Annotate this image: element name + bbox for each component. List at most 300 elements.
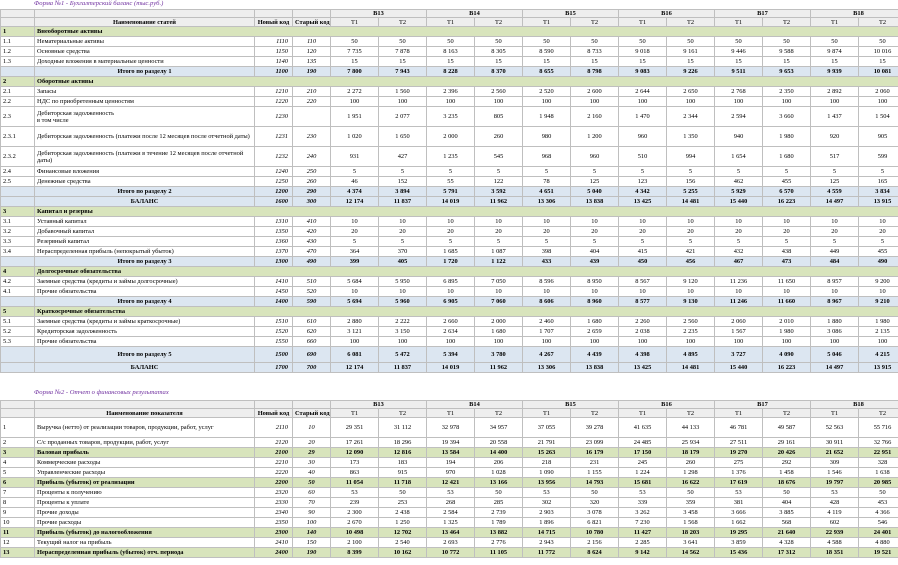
value-cell[interactable]: 49 587 — [763, 418, 811, 438]
row-number[interactable]: 2 — [1, 77, 35, 87]
row-old-code[interactable]: 240 — [293, 147, 331, 167]
value-cell[interactable]: 3 641 — [667, 538, 715, 548]
value-cell[interactable]: 100 — [667, 337, 715, 347]
value-cell[interactable]: 231 — [571, 458, 619, 468]
value-cell[interactable]: 18 351 — [811, 548, 859, 558]
value-cell[interactable]: 2 903 — [523, 508, 571, 518]
value-cell[interactable]: 50 — [619, 37, 667, 47]
value-cell[interactable]: 1 325 — [427, 518, 475, 528]
value-cell[interactable]: 8 305 — [475, 47, 523, 57]
header-new-code[interactable]: Новый код — [255, 409, 293, 418]
value-cell[interactable]: 5 040 — [571, 187, 619, 197]
value-cell[interactable]: 13 838 — [571, 197, 619, 207]
value-cell[interactable]: 1 789 — [475, 518, 523, 528]
row-new-code[interactable]: 1360 — [255, 237, 293, 247]
value-cell[interactable]: 4 119 — [811, 508, 859, 518]
value-cell[interactable]: 1 650 — [379, 127, 427, 147]
row-name[interactable]: Выручка (нетто) от реализации товаров, продукции, работ, услуг — [35, 418, 255, 438]
value-cell[interactable]: 6 905 — [427, 297, 475, 307]
value-cell[interactable]: 14 400 — [475, 448, 523, 458]
value-cell[interactable]: 3 235 — [427, 107, 475, 127]
row-new-code[interactable]: 1250 — [255, 177, 293, 187]
value-cell[interactable]: 1 298 — [667, 468, 715, 478]
row-old-code[interactable]: 140 — [293, 528, 331, 538]
value-cell[interactable]: 100 — [523, 97, 571, 107]
row-new-code[interactable]: 1140 — [255, 57, 293, 67]
value-cell[interactable]: 8 596 — [523, 277, 571, 287]
header-t1[interactable]: Т1 — [427, 18, 475, 27]
row-old-code[interactable]: 260 — [293, 177, 331, 187]
header-blank-old[interactable] — [293, 401, 331, 409]
row-new-code[interactable]: 1600 — [255, 197, 293, 207]
value-cell[interactable]: 50 — [475, 488, 523, 498]
value-cell[interactable]: 1 155 — [571, 468, 619, 478]
value-cell[interactable]: 268 — [427, 498, 475, 508]
value-cell[interactable]: 456 — [667, 257, 715, 267]
header-period[interactable]: В15 — [523, 10, 619, 18]
header-t1[interactable]: Т1 — [523, 18, 571, 27]
value-cell[interactable]: 1 437 — [811, 107, 859, 127]
value-cell[interactable]: 14 019 — [427, 363, 475, 373]
row-number[interactable] — [1, 363, 35, 373]
value-cell[interactable]: 433 — [523, 257, 571, 267]
value-cell[interactable]: 18 179 — [667, 448, 715, 458]
value-cell[interactable]: 10 — [619, 287, 667, 297]
row-number[interactable]: 1.1 — [1, 37, 35, 47]
value-cell[interactable]: 15 — [379, 57, 427, 67]
value-cell[interactable]: 50 — [811, 37, 859, 47]
value-cell[interactable]: 1 680 — [571, 317, 619, 327]
row-name[interactable]: Итого по разделу 4 — [35, 297, 255, 307]
header-t2[interactable]: Т2 — [475, 409, 523, 418]
value-cell[interactable]: 399 — [331, 257, 379, 267]
value-cell[interactable]: 50 — [667, 37, 715, 47]
value-cell[interactable]: 17 150 — [619, 448, 667, 458]
value-cell[interactable]: 2 235 — [667, 327, 715, 337]
value-cell[interactable]: 2 594 — [715, 107, 763, 127]
value-cell[interactable]: 960 — [619, 127, 667, 147]
value-cell[interactable]: 1 980 — [859, 317, 898, 327]
row-name[interactable]: Прибыль (убыток) от реализации — [35, 478, 255, 488]
value-cell[interactable]: 5 — [331, 167, 379, 177]
value-cell[interactable]: 2 560 — [667, 317, 715, 327]
value-cell[interactable]: 21 640 — [763, 528, 811, 538]
value-cell[interactable]: 183 — [379, 458, 427, 468]
value-cell[interactable]: 14 481 — [667, 197, 715, 207]
value-cell[interactable]: 10 — [379, 217, 427, 227]
row-number[interactable]: 10 — [1, 518, 35, 528]
value-cell[interactable]: 2 077 — [379, 107, 427, 127]
row-old-code[interactable]: 190 — [293, 67, 331, 77]
value-cell[interactable]: 10 498 — [331, 528, 379, 538]
value-cell[interactable]: 253 — [379, 498, 427, 508]
value-cell[interactable]: 12 090 — [331, 448, 379, 458]
value-cell[interactable]: 5 — [475, 167, 523, 177]
value-cell[interactable]: 100 — [859, 337, 898, 347]
value-cell[interactable]: 239 — [331, 498, 379, 508]
row-name[interactable]: Основные средства — [35, 47, 255, 57]
value-cell[interactable]: 4 342 — [619, 187, 667, 197]
value-cell[interactable]: 125 — [811, 177, 859, 187]
value-cell[interactable]: 46 — [331, 177, 379, 187]
value-cell[interactable]: 100 — [475, 337, 523, 347]
section-title[interactable]: Оборотные активы — [35, 77, 898, 87]
value-cell[interactable]: 100 — [379, 337, 427, 347]
value-cell[interactable]: 980 — [523, 127, 571, 147]
value-cell[interactable]: 5 — [619, 237, 667, 247]
header-blank-num[interactable] — [1, 10, 35, 18]
value-cell[interactable]: 21 791 — [523, 438, 571, 448]
value-cell[interactable]: 100 — [571, 337, 619, 347]
row-new-code[interactable]: 2340 — [255, 508, 293, 518]
value-cell[interactable]: 1 568 — [667, 518, 715, 528]
row-name[interactable]: Кредиторская задолженность — [35, 327, 255, 337]
row-old-code[interactable]: 490 — [293, 257, 331, 267]
value-cell[interactable]: 415 — [619, 247, 667, 257]
row-number[interactable]: 7 — [1, 488, 35, 498]
row-new-code[interactable]: 1520 — [255, 327, 293, 337]
value-cell[interactable]: 100 — [427, 97, 475, 107]
row-number[interactable]: 2.5 — [1, 177, 35, 187]
value-cell[interactable]: 4 374 — [331, 187, 379, 197]
row-old-code[interactable]: 700 — [293, 363, 331, 373]
value-cell[interactable]: 10 — [811, 217, 859, 227]
value-cell[interactable]: 1 951 — [331, 107, 379, 127]
value-cell[interactable]: 2 038 — [619, 327, 667, 337]
value-cell[interactable]: 2 600 — [571, 87, 619, 97]
row-old-code[interactable]: 210 — [293, 87, 331, 97]
value-cell[interactable]: 53 — [523, 488, 571, 498]
value-cell[interactable]: 5 046 — [811, 347, 859, 363]
value-cell[interactable]: 490 — [859, 257, 898, 267]
row-number[interactable]: 5 — [1, 468, 35, 478]
row-old-code[interactable]: 100 — [293, 518, 331, 528]
value-cell[interactable]: 17 619 — [715, 478, 763, 488]
value-cell[interactable]: 381 — [715, 498, 763, 508]
value-cell[interactable]: 20 — [331, 227, 379, 237]
value-cell[interactable]: 2 540 — [379, 538, 427, 548]
value-cell[interactable]: 53 — [427, 488, 475, 498]
value-cell[interactable]: 1 680 — [763, 147, 811, 167]
value-cell[interactable]: 100 — [859, 97, 898, 107]
value-cell[interactable]: 15 — [331, 57, 379, 67]
header-period[interactable]: В17 — [715, 10, 811, 18]
value-cell[interactable]: 455 — [763, 177, 811, 187]
value-cell[interactable]: 19 295 — [715, 528, 763, 538]
value-cell[interactable]: 10 081 — [859, 67, 898, 77]
value-cell[interactable]: 5 — [427, 237, 475, 247]
value-cell[interactable]: 455 — [859, 247, 898, 257]
row-number[interactable]: 4.1 — [1, 287, 35, 297]
value-cell[interactable]: 10 — [427, 217, 475, 227]
row-new-code[interactable]: 1232 — [255, 147, 293, 167]
row-old-code[interactable]: 50 — [293, 478, 331, 488]
row-old-code[interactable]: 10 — [293, 418, 331, 438]
value-cell[interactable]: 44 133 — [667, 418, 715, 438]
header-t2[interactable]: Т2 — [379, 409, 427, 418]
row-name[interactable]: Запасы — [35, 87, 255, 97]
row-old-code[interactable]: 135 — [293, 57, 331, 67]
value-cell[interactable]: 14 019 — [427, 197, 475, 207]
value-cell[interactable]: 245 — [619, 458, 667, 468]
value-cell[interactable]: 55 — [427, 177, 475, 187]
value-cell[interactable]: 3 834 — [859, 187, 898, 197]
row-old-code[interactable]: 230 — [293, 127, 331, 147]
value-cell[interactable]: 10 016 — [859, 47, 898, 57]
value-cell[interactable]: 50 — [763, 37, 811, 47]
row-new-code[interactable]: 2210 — [255, 458, 293, 468]
value-cell[interactable]: 50 — [427, 37, 475, 47]
value-cell[interactable]: 1 685 — [427, 247, 475, 257]
value-cell[interactable]: 9 120 — [667, 277, 715, 287]
value-cell[interactable]: 1 350 — [667, 127, 715, 147]
value-cell[interactable]: 3 592 — [475, 187, 523, 197]
value-cell[interactable]: 20 — [715, 227, 763, 237]
value-cell[interactable]: 439 — [571, 257, 619, 267]
header-num[interactable] — [1, 18, 35, 27]
value-cell[interactable]: 10 — [811, 287, 859, 297]
value-cell[interactable]: 32 766 — [859, 438, 898, 448]
row-new-code[interactable]: 2200 — [255, 478, 293, 488]
header-blank-num[interactable] — [1, 401, 35, 409]
value-cell[interactable]: 5 — [763, 237, 811, 247]
row-new-code[interactable]: 2350 — [255, 518, 293, 528]
value-cell[interactable]: 4 328 — [763, 538, 811, 548]
value-cell[interactable]: 15 — [475, 57, 523, 67]
row-number[interactable]: 2.2 — [1, 97, 35, 107]
value-cell[interactable]: 517 — [811, 147, 859, 167]
header-period[interactable]: В15 — [523, 401, 619, 409]
value-cell[interactable]: 5 — [859, 237, 898, 247]
row-new-code[interactable]: 1310 — [255, 217, 293, 227]
value-cell[interactable]: 122 — [475, 177, 523, 187]
value-cell[interactable]: 100 — [811, 97, 859, 107]
value-cell[interactable]: 320 — [571, 498, 619, 508]
value-cell[interactable]: 2 300 — [331, 508, 379, 518]
row-number[interactable]: 3.2 — [1, 227, 35, 237]
value-cell[interactable]: 55 716 — [859, 418, 898, 438]
value-cell[interactable]: 11 718 — [379, 478, 427, 488]
value-cell[interactable]: 4 398 — [619, 347, 667, 363]
value-cell[interactable]: 6 895 — [427, 277, 475, 287]
value-cell[interactable]: 9 210 — [859, 297, 898, 307]
value-cell[interactable]: 905 — [859, 127, 898, 147]
row-number[interactable]: 2.4 — [1, 167, 35, 177]
value-cell[interactable]: 3 666 — [715, 508, 763, 518]
row-new-code[interactable]: 1550 — [255, 337, 293, 347]
row-name[interactable]: Итого по разделу 1 — [35, 67, 255, 77]
value-cell[interactable]: 1 020 — [331, 127, 379, 147]
value-cell[interactable]: 2 520 — [523, 87, 571, 97]
value-cell[interactable]: 15 440 — [715, 197, 763, 207]
value-cell[interactable]: 1 235 — [427, 147, 475, 167]
row-name[interactable]: Дебиторская задолженность (платежи в течение 12 месяцев после отчетной даты) — [35, 147, 255, 167]
value-cell[interactable]: 285 — [475, 498, 523, 508]
value-cell[interactable]: 5 — [811, 167, 859, 177]
value-cell[interactable]: 9 939 — [811, 67, 859, 77]
value-cell[interactable]: 46 781 — [715, 418, 763, 438]
row-new-code[interactable]: 1400 — [255, 297, 293, 307]
value-cell[interactable]: 4 439 — [571, 347, 619, 363]
value-cell[interactable]: 3 780 — [475, 347, 523, 363]
value-cell[interactable]: 2 344 — [667, 107, 715, 127]
row-number[interactable]: 5.1 — [1, 317, 35, 327]
value-cell[interactable]: 8 606 — [523, 297, 571, 307]
value-cell[interactable]: 17 261 — [331, 438, 379, 448]
value-cell[interactable]: 5 — [667, 167, 715, 177]
row-old-code[interactable]: 250 — [293, 167, 331, 177]
row-new-code[interactable]: 1150 — [255, 47, 293, 57]
row-old-code[interactable]: 510 — [293, 277, 331, 287]
header-t2[interactable]: Т2 — [571, 409, 619, 418]
value-cell[interactable]: 2 659 — [571, 327, 619, 337]
value-cell[interactable]: 3 727 — [715, 347, 763, 363]
row-old-code[interactable]: 29 — [293, 448, 331, 458]
value-cell[interactable]: 9 588 — [763, 47, 811, 57]
value-cell[interactable]: 2 285 — [619, 538, 667, 548]
value-cell[interactable]: 13 956 — [523, 478, 571, 488]
value-cell[interactable]: 53 — [331, 488, 379, 498]
value-cell[interactable]: 53 — [715, 488, 763, 498]
value-cell[interactable]: 2 693 — [427, 538, 475, 548]
section-title[interactable]: Капитал и резервы — [35, 207, 898, 217]
value-cell[interactable]: 11 837 — [379, 363, 427, 373]
value-cell[interactable]: 50 — [715, 37, 763, 47]
value-cell[interactable]: 20 — [667, 227, 715, 237]
value-cell[interactable]: 8 733 — [571, 47, 619, 57]
value-cell[interactable]: 50 — [379, 37, 427, 47]
value-cell[interactable]: 100 — [379, 97, 427, 107]
header-blank-name[interactable] — [35, 10, 255, 18]
row-name[interactable]: Уставный капитал — [35, 217, 255, 227]
value-cell[interactable]: 3 262 — [619, 508, 667, 518]
value-cell[interactable]: 100 — [715, 97, 763, 107]
value-cell[interactable]: 4 215 — [859, 347, 898, 363]
row-name[interactable]: НДС по приобретенным ценностям — [35, 97, 255, 107]
value-cell[interactable]: 14 497 — [811, 363, 859, 373]
row-name[interactable] — [35, 107, 255, 127]
header-t2[interactable]: Т2 — [475, 18, 523, 27]
value-cell[interactable]: 2 396 — [427, 87, 475, 97]
value-cell[interactable]: 3 859 — [715, 538, 763, 548]
section-title[interactable]: Краткосрочные обязательства — [35, 307, 898, 317]
row-name[interactable]: БАЛАНС — [35, 363, 255, 373]
value-cell[interactable]: 6 570 — [763, 187, 811, 197]
value-cell[interactable]: 2 350 — [763, 87, 811, 97]
row-old-code[interactable]: 300 — [293, 197, 331, 207]
value-cell[interactable]: 5 — [571, 237, 619, 247]
value-cell[interactable]: 994 — [667, 147, 715, 167]
value-cell[interactable]: 3 086 — [811, 327, 859, 337]
value-cell[interactable]: 8 163 — [427, 47, 475, 57]
value-cell[interactable]: 41 635 — [619, 418, 667, 438]
row-new-code[interactable]: 1200 — [255, 187, 293, 197]
value-cell[interactable]: 915 — [379, 468, 427, 478]
value-cell[interactable]: 5 — [523, 237, 571, 247]
value-cell[interactable]: 11 660 — [763, 297, 811, 307]
value-cell[interactable]: 339 — [619, 498, 667, 508]
value-cell[interactable]: 438 — [763, 247, 811, 257]
value-cell[interactable]: 1 028 — [475, 468, 523, 478]
section-title[interactable]: Долгосрочные обязательства — [35, 267, 898, 277]
value-cell[interactable]: 194 — [427, 458, 475, 468]
row-old-code[interactable]: 70 — [293, 498, 331, 508]
value-cell[interactable]: 15 681 — [619, 478, 667, 488]
row-old-code[interactable]: 90 — [293, 508, 331, 518]
row-number[interactable]: 2.3 — [1, 107, 35, 127]
value-cell[interactable]: 15 263 — [523, 448, 571, 458]
row-new-code[interactable]: 1300 — [255, 257, 293, 267]
value-cell[interactable]: 4 588 — [811, 538, 859, 548]
value-cell[interactable]: 568 — [763, 518, 811, 528]
header-t2[interactable]: Т2 — [763, 18, 811, 27]
row-number[interactable]: 4 — [1, 458, 35, 468]
value-cell[interactable]: 23 099 — [571, 438, 619, 448]
value-cell[interactable]: 8 960 — [571, 297, 619, 307]
value-cell[interactable]: 10 — [475, 217, 523, 227]
value-cell[interactable]: 432 — [715, 247, 763, 257]
value-cell[interactable]: 292 — [763, 458, 811, 468]
value-cell[interactable]: 467 — [715, 257, 763, 267]
value-cell[interactable]: 20 426 — [763, 448, 811, 458]
value-cell[interactable]: 16 622 — [667, 478, 715, 488]
value-cell[interactable]: 404 — [571, 247, 619, 257]
row-new-code[interactable]: 2300 — [255, 528, 293, 538]
header-name[interactable]: Наименование статей — [35, 18, 255, 27]
row-new-code[interactable]: 2330 — [255, 498, 293, 508]
value-cell[interactable]: 1 087 — [475, 247, 523, 257]
row-number[interactable]: 13 — [1, 548, 35, 558]
value-cell[interactable]: 10 — [523, 287, 571, 297]
row-number[interactable]: 11 — [1, 528, 35, 538]
section-title[interactable]: Внеоборотные активы — [35, 27, 898, 37]
value-cell[interactable]: 10 — [763, 287, 811, 297]
header-t1[interactable]: Т1 — [619, 409, 667, 418]
value-cell[interactable]: 30 911 — [811, 438, 859, 448]
value-cell[interactable]: 18 203 — [667, 528, 715, 538]
value-cell[interactable]: 931 — [331, 147, 379, 167]
value-cell[interactable]: 1 654 — [715, 147, 763, 167]
value-cell[interactable]: 15 — [715, 57, 763, 67]
value-cell[interactable]: 1 376 — [715, 468, 763, 478]
value-cell[interactable]: 21 652 — [811, 448, 859, 458]
value-cell[interactable]: 405 — [379, 257, 427, 267]
header-t2[interactable]: Т2 — [763, 409, 811, 418]
value-cell[interactable]: 13 425 — [619, 197, 667, 207]
value-cell[interactable]: 13 882 — [475, 528, 523, 538]
value-cell[interactable]: 2 634 — [427, 327, 475, 337]
value-cell[interactable]: 1 504 — [859, 107, 898, 127]
header-name[interactable]: Наименование показателя — [35, 409, 255, 418]
value-cell[interactable]: 9 200 — [859, 277, 898, 287]
value-cell[interactable]: 100 — [475, 97, 523, 107]
header-t2[interactable]: Т2 — [571, 18, 619, 27]
value-cell[interactable]: 1 980 — [763, 127, 811, 147]
value-cell[interactable]: 805 — [475, 107, 523, 127]
value-cell[interactable]: 100 — [619, 97, 667, 107]
row-new-code[interactable]: 1450 — [255, 287, 293, 297]
value-cell[interactable]: 22 939 — [811, 528, 859, 538]
value-cell[interactable]: 12 421 — [427, 478, 475, 488]
value-cell[interactable]: 37 055 — [523, 418, 571, 438]
value-cell[interactable]: 8 967 — [811, 297, 859, 307]
row-number[interactable] — [1, 347, 35, 363]
value-cell[interactable]: 53 — [619, 488, 667, 498]
value-cell[interactable]: 7 050 — [475, 277, 523, 287]
value-cell[interactable]: 5 — [379, 167, 427, 177]
row-name[interactable]: Добавочный капитал — [35, 227, 255, 237]
value-cell[interactable]: 10 — [715, 287, 763, 297]
